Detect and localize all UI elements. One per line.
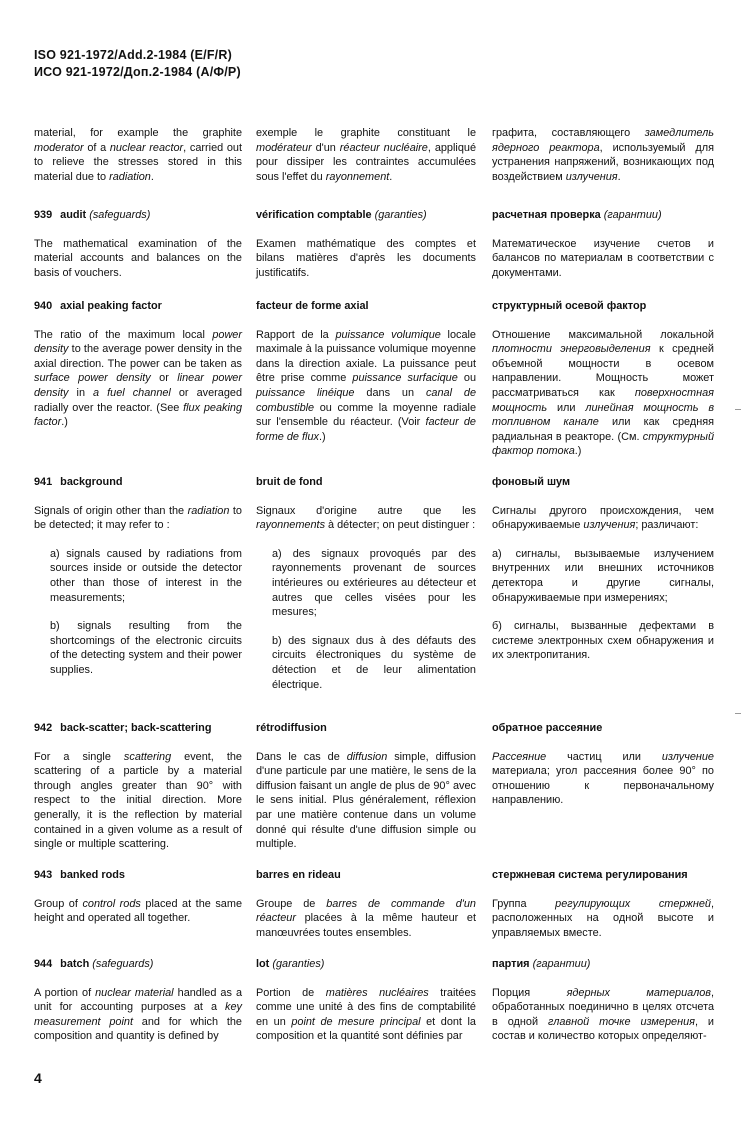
italic-term: moderator xyxy=(34,141,84,154)
italic-term: control rods xyxy=(82,897,141,910)
entry-943-en xyxy=(34,868,242,926)
italic-term: surface power density xyxy=(34,372,151,385)
definition-942-ru: Рассеяние частиц или излучение материала; угол рассеяния более 90° по отношению к первоначальному направлению. xyxy=(492,750,714,807)
definition-942-fr: Dans le cas de diffusion simple, diffusion d'une particule par une matière, le sens de la diffusion faisant un angle de plus de 90° avec le sens initial. Plus généralement, réflexion par une matière contenue dans un volume donné qui résulte d'une diffusion simple ou multiple. xyxy=(256,750,476,851)
italic-term: a fuel channel xyxy=(93,386,171,399)
list-item: б) сигналы, вызванные дефектами в системе электронных схем обнаружения и их электропитания. xyxy=(492,620,714,662)
italic-term: поверхностная мощность xyxy=(492,386,714,414)
italic-term: (safeguards) xyxy=(89,209,151,221)
definition-939-fr: Examen mathématique des comptes et bilans matières d'après les documents justificatifs. xyxy=(256,237,476,279)
term-939-ru: расчетная проверка (гарантии) xyxy=(492,209,662,221)
term-text: axial peaking factor xyxy=(60,300,162,312)
entry-number: 944 xyxy=(34,958,53,970)
term-text: banked rods xyxy=(60,869,125,881)
term-text: back-scatter; back-scattering xyxy=(60,722,212,734)
term-941-en xyxy=(34,475,242,490)
italic-term: diffusion xyxy=(346,750,388,763)
italic-term: facteur de forme de flux xyxy=(256,416,476,443)
italic-term: modérateur xyxy=(256,141,312,154)
page-number: 4 xyxy=(34,1070,42,1086)
definition-941-ru: Сигналы другого происхождения, чем обнаруживаемые излучения; различают: xyxy=(492,504,714,532)
italic-term: rayonnements xyxy=(256,519,326,532)
entry-941-fr xyxy=(256,475,476,692)
entry-939-ru xyxy=(492,208,714,280)
entry-942-en xyxy=(34,721,242,852)
intro-fr: exemple le graphite constituant le modérateur d'un réacteur nucléaire, appliqué pour dissiper les contraintes accumulées sous l'effet du rayonnement. xyxy=(256,127,476,183)
definition-944-ru: Порция ядерных материалов, обработанных поединично в целях отсчета в одной главной точке измерения, и состав и количество которых определяют- xyxy=(492,986,715,1043)
term-943-ru: стержневая система регулирования xyxy=(492,869,688,881)
term-text: batch (safeguards) xyxy=(60,958,154,970)
italic-term: puissance surfacique xyxy=(352,372,458,385)
definition-941-en: Signals of origin other than the radiation to be detected; it may refer to : xyxy=(34,504,242,532)
term-944-en xyxy=(34,957,242,972)
definition-943-ru: Группа регулирующих стержней, расположенных на одной высоте и управляемых вместе. xyxy=(492,897,714,939)
definition-942-en: For a single scattering event, the scattering of a particle by a material through angles greater than 90° with respect to the initial direction. More generally, it is the reflection by material contained in a given volume as a result of single or multiple scattering. xyxy=(34,750,242,851)
entry-943-ru xyxy=(492,868,714,940)
entry-number: 940 xyxy=(34,300,53,312)
definition-943-en: Group of control rods placed at the same height and operated all together. xyxy=(34,897,242,925)
italic-term: замедлитель ядерного реактора xyxy=(492,127,714,154)
entry-939-en xyxy=(34,208,242,280)
definition-943-fr: Groupe de barres de commande d'un réacteur placées à la même hauteur et manœuvrées toutes ensembles. xyxy=(256,897,476,939)
definition-939-en: The mathematical examination of the material accounts and balances on the basis of vouchers. xyxy=(34,237,242,279)
italic-term: регулирующих стержней xyxy=(555,897,711,910)
term-940-ru: структурный осевой фактор xyxy=(492,300,647,312)
italic-term: puissance linéique xyxy=(256,386,355,399)
term-941-ru: фоновый шум xyxy=(492,476,571,488)
italic-term: (гарантии) xyxy=(603,209,662,221)
italic-term: линейная мощность в топливном канале xyxy=(492,401,715,429)
term-940-fr: facteur de forme axial xyxy=(256,300,369,312)
entry-944-fr xyxy=(256,957,476,1044)
entry-944-en xyxy=(34,957,242,1044)
italic-term: излучения xyxy=(565,170,618,183)
italic-term: point de mesure principal xyxy=(291,1015,421,1028)
term-942-ru: обратное рассеяние xyxy=(492,722,603,734)
italic-term: излучения xyxy=(583,519,636,532)
margin-mark xyxy=(735,713,741,714)
entry-number: 943 xyxy=(34,869,53,881)
list-item: а) сигналы, вызываемые излучением внутренних или внешних источников детектора и другие сигналы, обнаруживаемые при измерениях; xyxy=(492,547,714,604)
definition-944-en: A portion of nuclear material handled as a unit for accounting purposes at a key measurement point and for which the composition and quantity is defined by xyxy=(34,986,242,1043)
italic-term: (safeguards) xyxy=(92,958,154,970)
entry-939-fr xyxy=(256,208,476,280)
entry-number: 939 xyxy=(34,209,53,221)
entry-940-ru xyxy=(492,299,714,459)
intro-ru: графита, составляющего замедлитель ядерного реактора, используемый для устранения напряжений, возникающих под воздействием излучения. xyxy=(492,127,714,183)
italic-term: (garanties) xyxy=(272,958,325,970)
term-939-en xyxy=(34,208,242,223)
italic-term: radiation xyxy=(187,504,230,517)
italic-term: rayonnement xyxy=(325,170,390,183)
header-line-iso: ISO 921-1972/Add.2-1984 (E/F/R) xyxy=(34,48,232,62)
entry-942-fr xyxy=(256,721,476,852)
definition-940-en: The ratio of the maximum local power density to the average power density in the axial direction. The power can be taken as surface power density or linear power density in a fuel channel or averaged radially over the reactor. (See flux peaking factor.) xyxy=(34,328,242,429)
italic-term: ядерных материалов xyxy=(566,986,711,999)
italic-term: излучение xyxy=(661,750,714,763)
entry-942-ru xyxy=(492,721,714,808)
italic-term: canal de combustible xyxy=(256,386,477,414)
entry-940-fr xyxy=(256,299,476,444)
italic-term: linear power density xyxy=(34,372,242,399)
italic-term: réacteur nucléaire xyxy=(339,141,428,154)
term-942-fr: rétrodiffusion xyxy=(256,722,327,734)
list-item: a) des signaux provoqués par des rayonnements provenant de sources intérieures ou extérieures au détecteur et autres que celles visées pour les mesures; xyxy=(272,547,476,619)
italic-term: puissance volumique xyxy=(335,328,441,341)
term-943-fr: barres en rideau xyxy=(256,869,341,881)
entry-number: 941 xyxy=(34,476,53,488)
intro-en: material, for example the graphite moderator of a nuclear reactor, carried out to relieve the stresses stored in this material due to radiation. xyxy=(34,127,243,183)
term-941-fr: bruit de fond xyxy=(256,476,323,488)
term-940-en xyxy=(34,299,242,314)
italic-term: radiation xyxy=(109,170,151,183)
italic-term: nuclear material xyxy=(95,986,174,999)
italic-term: barres de commande d'un réacteur xyxy=(256,897,476,925)
entry-941-en xyxy=(34,475,242,678)
term-942-en xyxy=(34,721,242,736)
italic-term: (гарантии) xyxy=(532,958,591,970)
document-header xyxy=(34,47,241,81)
entry-940-en xyxy=(34,299,242,430)
italic-term: (garanties) xyxy=(374,209,427,221)
italic-term: power density xyxy=(34,328,242,356)
list-item: b) signals resulting from the shortcomings of the electronic circuits of the detecting system and their power supplies. xyxy=(50,620,242,676)
italic-term: key measurement point xyxy=(34,1001,242,1028)
margin-mark xyxy=(735,409,741,410)
header-line-russian: ИСО 921-1972/Доп.2-1984 (А/Ф/Р) xyxy=(34,65,241,79)
term-943-en xyxy=(34,868,242,883)
italic-term: структурный фактор потока xyxy=(492,430,714,458)
italic-term: flux peaking factor xyxy=(34,401,242,429)
entry-941-ru xyxy=(492,475,714,663)
term-939-fr: vérification comptable (garanties) xyxy=(256,209,427,221)
definition-939-ru: Математическое изучение счетов и балансов по материалам в соответствии с документами. xyxy=(492,237,714,279)
list-item: a) signals caused by radiations from sources inside or outside the detector other than those of interest in the measurements; xyxy=(50,547,242,604)
entry-number: 942 xyxy=(34,722,53,734)
definition-940-fr: Rapport de la puissance volumique locale maximale à la puissance volumique moyenne dans la direction axiale. La puissance peut être prise comme puissance surfacique ou puissance linéique dans un canal de combustible ou comme la moyenne radiale sur l'ensemble du réacteur. (Voir facteur de forme de flux.) xyxy=(256,328,477,443)
list-item: b) des signaux dus à des défauts des circuits électroniques du système de détection et de leur alimentation électrique. xyxy=(272,634,476,691)
term-text: background xyxy=(60,476,123,488)
italic-term: Рассеяние xyxy=(492,750,547,763)
definition-944-fr: Portion de matières nucléaires traitées comme une unité à des fins de comptabilité en un point de mesure principal et dont la composition et la quantité sont définies par xyxy=(256,986,476,1043)
entry-943-fr xyxy=(256,868,476,940)
italic-term: плотности энерговыделения xyxy=(492,343,651,356)
term-text: audit (safeguards) xyxy=(60,209,151,221)
italic-term: nuclear reactor xyxy=(109,141,184,154)
italic-term: scattering xyxy=(123,750,172,763)
italic-term: matières nucléaires xyxy=(325,986,429,999)
entry-944-ru xyxy=(492,957,714,1044)
definition-941-fr: Signaux d'origine autre que les rayonnements à détecter; on peut distinguer : xyxy=(256,504,476,532)
term-944-fr: lot (garanties) xyxy=(256,958,325,970)
term-944-ru: партия (гарантии) xyxy=(492,958,591,970)
definition-940-ru: Отношение максимальной локальной плотности энерговыделения к средней объемной мощности в осевом направлении. Мощность может рассматриваться как поверхностная мощность или линейная мощность в топливном канале или как средняя радиальная в реакторе. (См. структурный фактор потока.) xyxy=(492,328,715,458)
italic-term: главной точке измерения xyxy=(547,1015,695,1028)
